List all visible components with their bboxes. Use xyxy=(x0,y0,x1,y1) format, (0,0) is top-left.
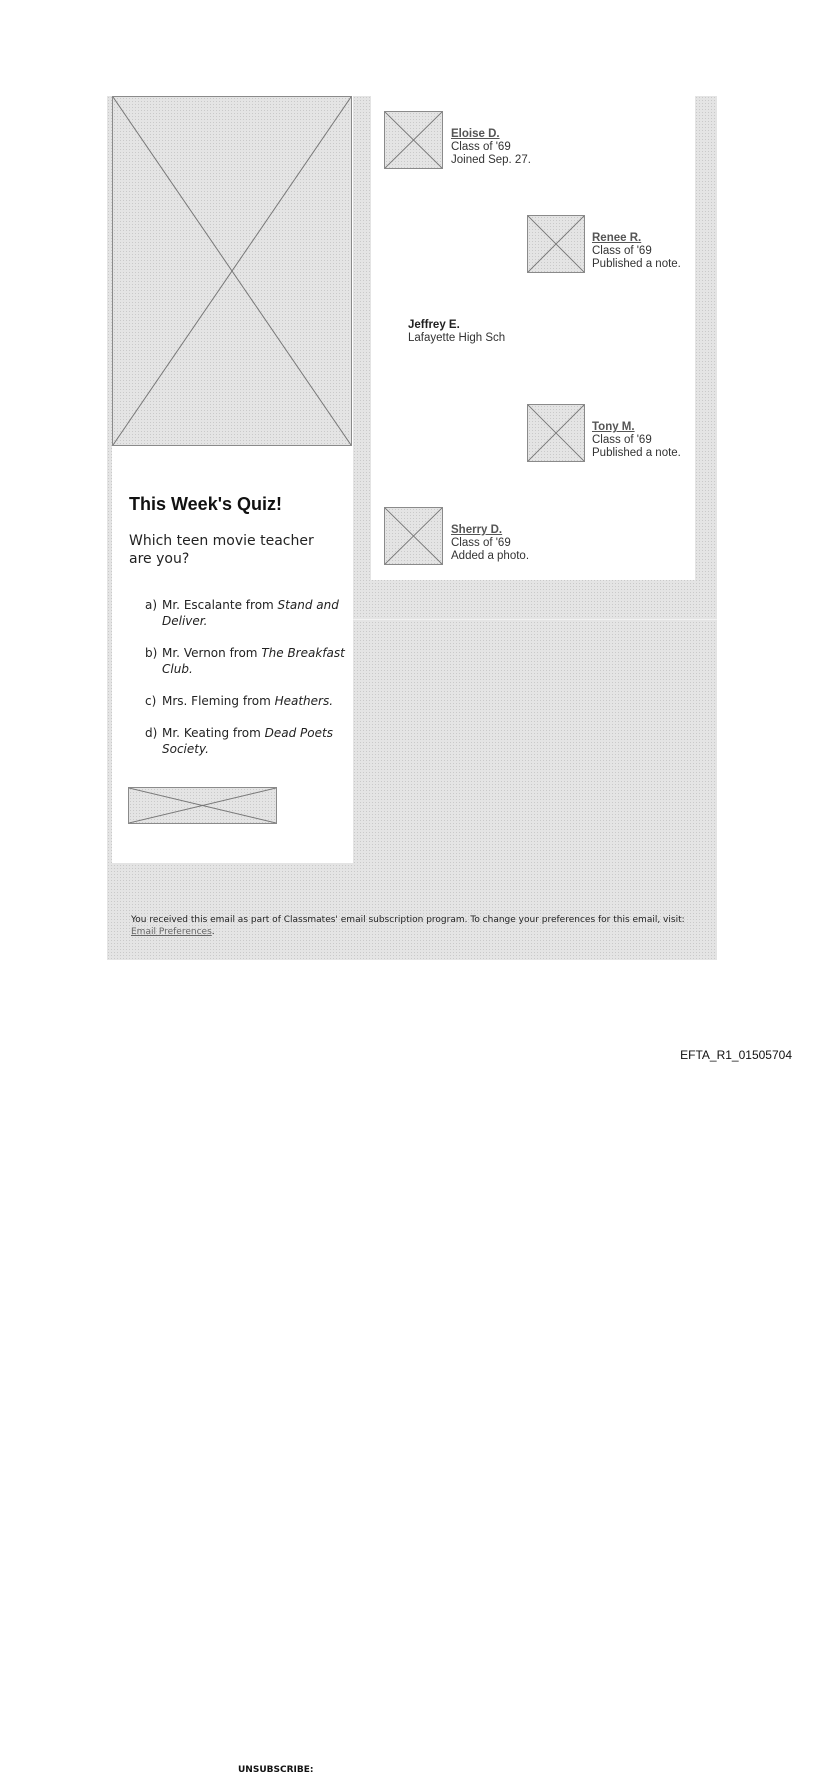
member-name-link[interactable]: Renee R. xyxy=(592,232,642,244)
unsubscribe-label: UNSUBSCRIBE: xyxy=(238,1765,314,1775)
quiz-title: This Week's Quiz! xyxy=(129,494,282,514)
feed-item xyxy=(451,128,531,167)
member-name-link[interactable]: Tony M. xyxy=(592,421,635,433)
unsubscribe-text xyxy=(131,914,701,938)
member-avatar-placeholder[interactable] xyxy=(527,215,585,273)
option-letter: a) xyxy=(145,598,158,612)
quiz-option-c[interactable] xyxy=(145,693,355,709)
quiz-option-d[interactable] xyxy=(145,725,355,757)
member-name-link[interactable]: Sherry D. xyxy=(451,524,503,536)
feed-item xyxy=(408,319,505,345)
member-name: Jeffrey E. xyxy=(408,319,460,331)
member-class: Class of '69 xyxy=(592,434,652,446)
option-suffix: . xyxy=(329,694,334,708)
option-letter: c) xyxy=(145,694,157,708)
option-movie: The Breakfast Club xyxy=(162,646,345,676)
email-preferences-link[interactable]: Email Preferences xyxy=(131,927,212,937)
quiz-options-list xyxy=(145,597,355,773)
option-text: Mr. Vernon from xyxy=(162,646,262,660)
unsubscribe-body: You received this email as part of Classmates' email subscription program. To change your preferences for this email, visit: xyxy=(131,915,685,925)
member-class: Class of '69 xyxy=(451,537,511,549)
member-school: Lafayette High Sch xyxy=(408,332,506,344)
option-text: Mrs. Fleming from xyxy=(162,694,275,708)
option-movie: Heathers xyxy=(274,694,330,708)
section-divider xyxy=(353,619,717,620)
quiz-option-a[interactable] xyxy=(145,597,355,629)
option-movie: Dead Poets Society xyxy=(162,726,333,756)
member-avatar-placeholder[interactable] xyxy=(384,507,443,565)
hero-image-placeholder xyxy=(112,96,352,446)
member-class: Class of '69 xyxy=(592,245,652,257)
member-activity: Added a photo. xyxy=(451,550,530,562)
feed-item xyxy=(592,232,681,271)
option-letter: d) xyxy=(145,726,158,740)
quiz-option-b[interactable] xyxy=(145,645,355,677)
option-text: Mr. Escalante from xyxy=(162,598,278,612)
option-movie: Stand and Deliver xyxy=(162,598,339,628)
unsubscribe-period: . xyxy=(211,927,215,937)
member-avatar-placeholder[interactable] xyxy=(527,404,585,462)
member-avatar-placeholder[interactable] xyxy=(384,111,443,169)
member-activity: Published a note. xyxy=(592,258,681,270)
member-name-link[interactable]: Eloise D. xyxy=(451,128,500,140)
member-class: Class of '69 xyxy=(451,141,511,153)
option-suffix: . xyxy=(203,614,208,628)
option-suffix: . xyxy=(205,742,209,756)
option-letter: b) xyxy=(145,646,158,660)
option-suffix: . xyxy=(188,662,193,676)
feed-item xyxy=(592,421,681,460)
quiz-question: Which teen movie teacher are you? xyxy=(129,533,314,567)
document-id: EFTA_R1_01505704 xyxy=(680,1048,792,1062)
feed-item xyxy=(451,524,529,563)
quiz-button-image-placeholder[interactable] xyxy=(128,787,277,824)
member-activity: Joined Sep. 27. xyxy=(451,154,531,166)
member-activity: Published a note. xyxy=(592,447,681,459)
option-text: Mr. Keating from xyxy=(162,726,265,740)
